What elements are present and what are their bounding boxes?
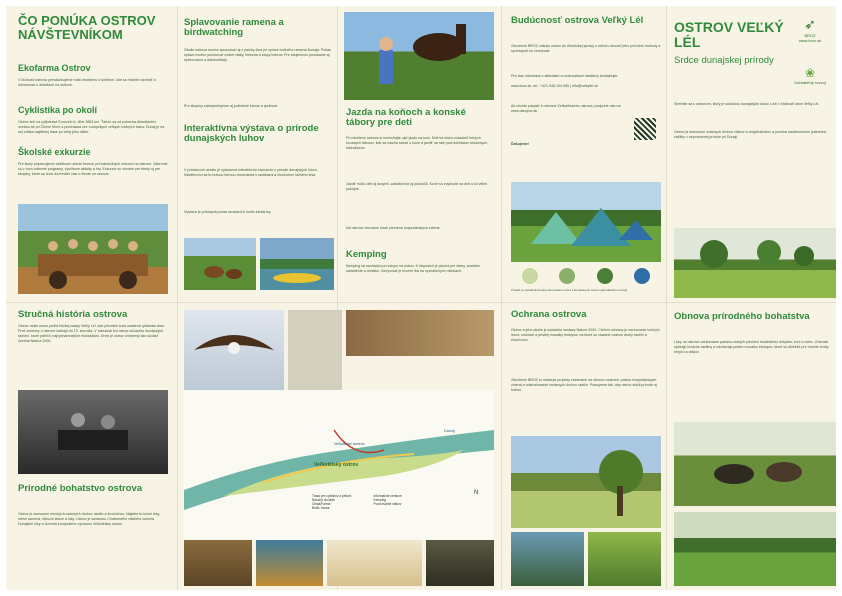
heading-cyklistika: Cyklistika po okolí [18,105,98,115]
island-map[interactable] [184,390,494,540]
partner-logo-icon [597,268,613,284]
text-buducnost-4: Ak chcete prispieť k ochrane Veľkolélskeho ostrova, podporte nás na www.darujme.sk [511,104,621,113]
partner-logo-icon [559,268,575,284]
heading-splavovanie: Splavovanie ramena a birdwatching [184,17,284,39]
legend-item: Informačné centrum [373,494,402,498]
page-title: ČO PONÚKA OSTROV NÁVŠTEVNÍKOM [18,13,156,43]
text-kemping: Kemping sa nachádza pri vstupe na ostrov. K dispozícii je plocha pre stany, sociálne zariadenie a ohnisko. Kempovať je možné iba na vyznačených miestach. [346,264,480,273]
heading-kemping: Kemping [346,249,387,260]
broz-logo [791,16,829,43]
bird-icon: ➶ [804,16,816,32]
fold-line [666,6,667,590]
cart-illustration [18,204,168,294]
photo-cattle [674,422,836,506]
photo-camping [511,182,661,262]
photo-cows-meadow [184,238,256,290]
north-arrow-icon: N [474,490,479,496]
photo-kingfisher [256,540,324,586]
willow-illustration [511,436,661,528]
title-ostrov: OSTROV VEĽKÝ LÉL [674,19,784,51]
photo-meadow-trees [674,228,836,298]
text-jazda-2: Jazdiť môžu deti aj dospelí, začiatočníci aj pokročilí. Kone sú zvyknuté na deti a sú veľmi pokojné. [346,182,488,191]
text-splavovanie: Okolie ostrova možno spoznávať aj z paluby člna pri splave bočného ramena Dunaja. Počas splavu možno pozorovať vodné vtáky, hniezda a stopy bobrov. Pre záujemcov ponúkame aj sprievodcov a ďalekohľady. [184,48,331,62]
text-bohatstvo: Ostrov je domovom mnohých vzácnych druhov rastlín a živočíchov. Nájdete tu lužné lesy, mŕtve ramená, štrkové lavice a lúky. Ostrov je súčasťou Chráneného vtáčieho územia Dunajské luhy a Územia európskeho významu Veľkolélsky ostrov. [18,512,161,526]
legend-item: Bufet, farma [312,506,330,510]
subtitle: Srdce dunajskej prírody [674,55,774,66]
brochure-sheet [6,6,836,590]
heading-ekofarma: Ekofarma Ostrov [18,63,91,73]
text-vystava: V priestoroch areálu je vystavená interaktívna expozícia o prírode dunajských luhov. Návštevníci sa tu hravou formou oboznámia s rastlinami a živočíchmi lužného lesa. [184,168,318,177]
photo-canoe [260,238,334,290]
horse-illustration [344,12,494,100]
green-logo [791,66,829,85]
photo-boy-horse [344,12,494,100]
logo-text-green: Udržateľný rozvoj [794,80,826,85]
heading-historia: Stručná história ostrova [18,309,128,320]
text-footer: Projekt je spolufinancovaný Európskou úniou z Európskeho fondu regionálneho rozvoja [511,288,628,292]
text-splavovanie-2: Pre skupiny zabezpečujeme aj požičanie kanoe a sprievod. [184,104,279,108]
text-ochrana-2: Združenie BROZ tu realizuje projekty zamerané na obnovu mokradí, pastvu hospodárskych zvierat a odstraňovanie inváznych druhov rastlín. Pracujeme tak, aby ostrov slúžil prírode aj ľuďom. [511,378,657,392]
text-obnova: Lúky na ostrove udržiavame pastvou starých plemien hovädzieho dobytka, koní a oviec. Zvieratá spásajú invázne rastliny a udržiavajú pestrú mozaiku biotopov, ktoré sú dôležité pre mnohé druhy hmyzu a vtákov. [674,340,829,354]
bird-photo-strip [184,540,494,586]
fold-line [501,6,502,590]
photo-pasture [674,512,836,586]
text-jazda-3: Na ostrove chováme staré plemená hospodárskych zvierat. [346,226,441,230]
photo-wetland [588,532,661,586]
fisherman-illustration [18,390,168,474]
partner-logo-icon [522,268,538,284]
text-ekofarma: V blízkosti ostrova prevádzkujeme malú ekofarmu s bufetom, kde sa môžete osviežiť a informovať o aktivitách na ostrove. [18,78,156,87]
text-intro: Stretnite sa s ostrovom, ktorý je súčasťou dunajských luhov. Leží v blízkosti obce Veľký Lél. [674,102,820,106]
photo-bird-1 [184,540,252,586]
tents-illustration [511,182,661,262]
text-historia: Ostrov nesie meno podľa blízkej osady Veľký Lél, kde pôvodne bola usadená rybárska obec. Prvé zmienky o ostrove siahajú do 13. storočia. V minulosti bol ostrov súčasťou dunajských ramien, ktoré patrili k najvýznamnejším mokradiam. Dnes je ostrov chránený ako súčasť územia Natura 2000. [18,324,166,343]
logo-web: www.broz.sk [798,38,822,43]
legend-item: Kemping [373,498,387,502]
canoe-illustration [260,238,334,290]
text-cyklistika: Ostrov leží na cyklotrase Eurovelo 6, dlhé 3653 km. Ťahne sa od pobrežia Atlantického oceánu až po Čierne More a prechádza cez európskych veľkých vodných tokov. Dunaj je na nej vďaka najdlhšej trase po celej jeho dĺžke. [18,120,165,134]
text-ochrana: Ostrov a jeho okolie je súčasťou sústavy Natura 2000. Cieľom ochrany je zachovanie lužných lesov, mokradí a pestrej mozaiky biotopov, na ktoré sú viazané vzácne druhy rastlín a živočíchov. [511,328,660,342]
legend-item: Trasa pre cyklistov a peších [312,494,352,498]
heading-skolske: Školské exkurzie [18,147,91,157]
heading-jazda: Jazda na koňoch a konské tábory pre deti [346,107,466,129]
horizontal-fold [6,302,836,303]
fold-line [177,6,178,590]
legend-item: Náučný chodník [312,498,335,502]
tree-illustration [674,228,836,298]
map-label-island: Veľkolélsky ostrov [314,462,359,468]
photo-stork [511,532,584,586]
text-buducnost-2: Pre viac informácií o aktivitách a možnostiach návštevy kontaktujte: [511,74,619,78]
qr-code[interactable] [634,118,656,140]
heading-vystava: Interaktívna výstava o prírode dunajských luhov [184,123,319,145]
photo-floodplain [511,436,661,528]
photo-eagle [184,310,284,402]
heading-obnova: Obnova prírodného bohatstva [674,311,810,322]
heading-bohatstvo: Prírodné bohatstvo ostrova [18,483,143,494]
text-buducnost-3: www.broz.sk, tel.: +421 948 104 065 | info@velkylel.sk [511,84,598,88]
eagle-illustration [184,310,284,402]
leaf-icon: ❀ [804,66,816,80]
text-vystava-2: Výstava je prístupná počas otváracích hodín ekofarmy. [184,210,272,214]
map-label-arm: Veľkolélske rameno [334,442,365,446]
photo-map-locator [288,310,342,402]
cattle-illustration [674,422,836,506]
partner-logo-icon [634,268,650,284]
photo-school-cart [18,204,168,294]
text-skolske: Pre školy pripravujeme zážitkové učenie formou prírodovedných exkurzií na ostrove. Zahrnuté sú v ňom odborné programy, výučbové aktivity a hry. Exkurzie sú vhodné pre triedy aj pre skupiny, ktoré sa chcú dozvedieť viac o živote na ostrove. [18,162,168,176]
text-jazda: Pri návšteve ostrova si nenechajte ujsť jazdu na koni. Deti sa môžu zúčastniť letných konských táborov, kde sa naučia starať o kone a jazdiť na nich pod dohľadom skúsených inštruktorov. [346,136,488,150]
cows-illustration [184,238,256,290]
photo-insect [346,310,494,356]
text-buducnost: Združenie BROZ získalo ostrov do dlhodobej správy s cieľom obnoviť jeho prírodné hodnoty a sprístupniť ho verejnosti. [511,44,661,53]
photo-historic [18,390,168,474]
legend-item: Cesta/Farma [312,502,331,506]
map-legend [312,494,432,510]
text-dakujeme: Ďakujeme! [511,142,530,146]
legend-item: Pozorovanie vtákov [373,502,402,506]
photo-bird-2 [426,540,494,586]
ochrana-photo-strip [511,532,661,586]
map-label-river: Dunaj [444,428,455,433]
heading-buducnost: Budúcnosť ostrova Veľký Lél [511,15,644,26]
text-intro-2: Ostrov je domovom vzácnych druhov vtákov a obojživelníkov a ponúka návštevníkom jedinečné zážitky v neporušenej prírode pri Dunaji. [674,130,827,139]
partner-logos [511,268,661,284]
photo-bee-eater [327,540,422,586]
heading-ochrana: Ochrana ostrova [511,309,587,320]
logo-text-broz: BROZ [804,33,816,38]
